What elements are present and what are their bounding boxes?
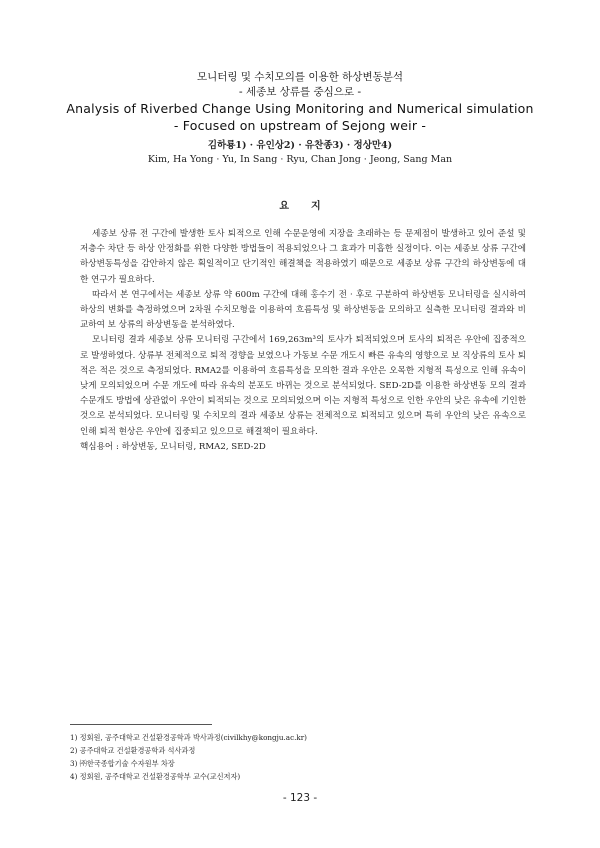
footnote-item: 3) ㈜한국종합기술 수자원부 차장 — [70, 759, 175, 768]
page-number: - 123 - — [282, 792, 318, 804]
footnote-item: 2) 공주대학교 건설환경공학과 석사과정 — [70, 746, 196, 755]
abstract-body — [80, 227, 526, 440]
english-title: Analysis of Riverbed Change Using Monitoring and Numerical simulation — [66, 101, 534, 116]
footnote-item: 4) 정회원, 공주대학교 건설환경공학부 교수(교신저자) — [70, 772, 241, 781]
title-block — [0, 70, 600, 134]
authors-korean: 김하룡1) · 유인상2) · 유찬종3) · 정상만4) — [207, 140, 393, 151]
footnote-divider — [70, 724, 212, 725]
keywords: 핵심용어 : 하상변동, 모니터링, RMA2, SED-2D — [80, 442, 266, 452]
abstract-paragraph: 따라서 본 연구에서는 세종보 상류 약 600m 구간에 대해 홍수기 전 · 후로 구분하여 하상변동 모니터링을 실시하여 하상의 변화를 측정하였으며 2차원 수치모형을 이용하여 흐름특성 및 하상변동을 모의하고 실측한 모니터링 결과와 비교하여 보 상류의 하상변동을 분석하였다. — [80, 289, 526, 331]
footnote-item: 1) 정회원, 공주대학교 건설환경공학과 박사과정(civilkhy@kongju.ac.kr) — [70, 733, 307, 742]
abstract-heading: 요지 — [279, 201, 343, 212]
author-block — [0, 139, 600, 167]
korean-subtitle: - 세종보 상류를 중심으로 - — [238, 86, 362, 98]
abstract-paragraph: 세종보 상류 전 구간에 발생한 토사 퇴적으로 인해 수문운영에 지장을 초래하는 등 문제점이 발생하고 있어 준설 및 저층수 차단 등 하상 안정화를 위한 다양한 방법들이 적용되었으나 그 효과가 미흡한 실정이다. 이는 세종보 상류 구간에 하상변동특성을 감안하지 않은 획일적이고 단기적인 해결책을 적용하였기 때문으로 세종보 상류 구간의 하상변동에 대한 연구가 필요하다. — [80, 229, 526, 285]
authors-english: Kim, Ha Yong · Yu, In Sang · Ryu, Chan Jong · Jeong, Sang Man — [147, 154, 453, 165]
english-subtitle: - Focused on upstream of Sejong weir - — [173, 118, 427, 133]
footnotes — [70, 731, 530, 783]
korean-title: 모니터링 및 수치모의를 이용한 하상변동분석 — [196, 71, 404, 83]
abstract-paragraph: 모니터링 결과 세종보 상류 모니터링 구간에서 169,263m³의 토사가 퇴적되었으며 토사의 퇴적은 우안에 집중적으로 발생하였다. 상류부 전체적으로 퇴적 경향을 보였으나 가동보 수문 개도시 빠른 유속의 영향으로 보 직상류의 토사 퇴적은 적은 것으로 측정되었다. RMA2를 이용하여 흐름특성을 모의한 결과 우안은 오목한 지형적 특성으로 인해 유속이 낮게 모의되었으며 수문 개도에 따라 유속의 분포도 바뀌는 것으로 분석되었다. SED-2D를 이용한 하상변동 모의 결과 수문개도 방법에 상관없이 우안이 퇴적되는 것으로 모의되었으며 이는 지형적 특성으로 인한 우안의 낮은 유속에 기인한 것으로 분석되었다. 모니터링 및 수치모의 결과 세종보 상류는 전체적으로 퇴적되고 있으며 특히 우안의 낮은 유속으로 인해 퇴적 현상은 우안에 집중되고 있으므로 해결책이 필요하다. — [80, 335, 526, 437]
